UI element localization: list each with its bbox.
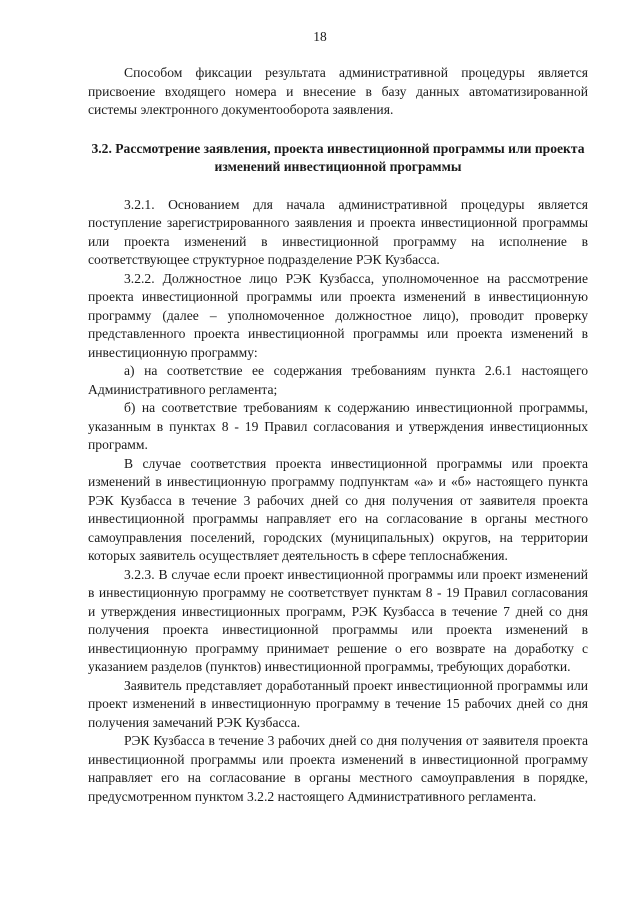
section-heading: 3.2. Рассмотрение заявления, проекта инвестиционной программы или проекта изменений инвестиционной программы [91, 140, 585, 174]
document-body [88, 64, 588, 806]
page-number: 18 [313, 29, 327, 44]
intro-paragraph: Способом фиксации результата административной процедуры является присвоение входящего номера и внесение в базу данных автоматизированной системы электронного документооборота заявления. [88, 65, 588, 117]
paragraph-3-2-3: 3.2.3. В случае если проект инвестиционной программы или проект изменений в инвестиционную программу не соответствует пунктам 8 - 19 Правил согласования и утверждения инвестиционных программ, РЭК Кузбасса в течение 7 дней со дня получения проекта инвестиционной программы или проекта изменений в инвестиционную программу принимает решение о его возврате на доработку с указанием разделов (пунктов) инвестиционной программы, требующих доработки. [88, 566, 588, 674]
paragraph-item-b: б) на соответствие требованиям к содержанию инвестиционной программы, указанным в пунктах 8 - 19 Правил согласования и утверждения инвестиционных программ. [88, 400, 588, 452]
paragraph-3-2-1: 3.2.1. Основанием для начала административной процедуры является поступление зарегистрированного заявления и проекта инвестиционной программы или проекта изменений в инвестиционной программу на исполнение в соответствующее структурное подразделение РЭК Кузбасса. [88, 196, 588, 267]
paragraph-approval-routing: РЭК Кузбасса в течение 3 рабочих дней со дня получения от заявителя проекта инвестиционной программы или проекта изменений в инвестиционной программу направляет его на согласование в органы местного самоуправления в порядке, предусмотренном пунктом 3.2.2 настоящего Административного регламента. [88, 733, 588, 804]
paragraph-compliance-case: В случае соответствия проекта инвестиционной программы или проекта изменений в инвестиционную программу подпунктам «а» и «б» настоящего пункта РЭК Кузбасса в течение 3 рабочих дней со дня получения от заявителя проекта инвестиционной программы направляет его на согласование в органы местного самоуправления поселений, городских (муниципальных) округов, на территории которых заявитель осуществляет деятельность в сфере теплоснабжения. [88, 455, 588, 563]
paragraph-3-2-2: 3.2.2. Должностное лицо РЭК Кузбасса, уполномоченное на рассмотрение проекта инвестиционной программы или проекта изменений в инвестиционную программу (далее – уполномоченное должностное лицо), проводит проверку представленного проекта инвестиционной программы или проекта изменений в инвестиционную программу: [88, 270, 588, 360]
paragraph-item-a: а) на соответствие ее содержания требованиям пункта 2.6.1 настоящего Административного регламента; [88, 363, 588, 397]
paragraph-resubmission: Заявитель представляет доработанный проект инвестиционной программы или проект изменений в инвестиционную программу в течение 15 рабочих дней со дня получения замечаний РЭК Кузбасса. [88, 677, 588, 730]
